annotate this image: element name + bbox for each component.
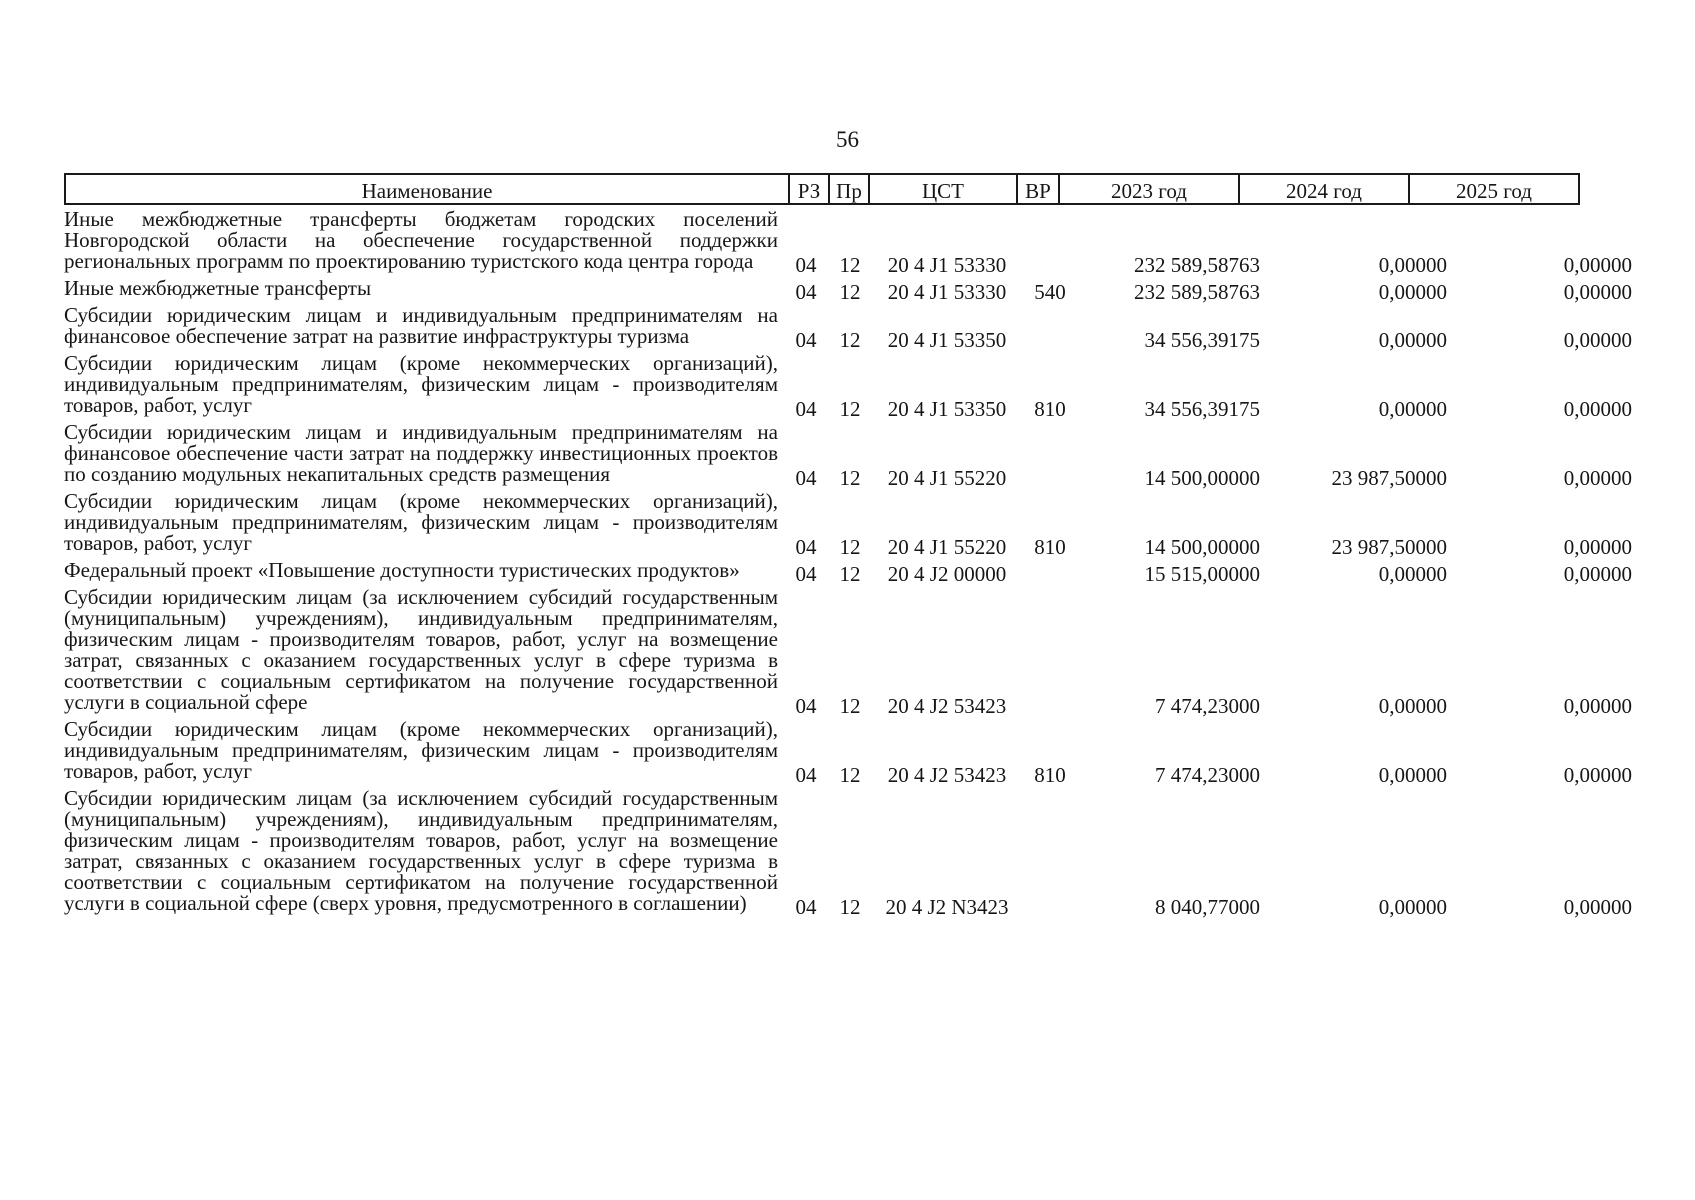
row-pr: 12 bbox=[839, 280, 861, 304]
row-2025: 0,00000 bbox=[1563, 466, 1632, 490]
row-2024: 23 987,50000 bbox=[1331, 466, 1447, 490]
row-name: Субсидии юридическим лицам и индивидуальным предпринимателям на финансовое обеспечение части затрат на поддержку инвестиционных проектов по созданию модульных некапитальных средств размещения bbox=[64, 420, 778, 486]
row-2025: 0,00000 bbox=[1563, 253, 1632, 277]
row-2023: 15 515,00000 bbox=[1144, 562, 1260, 586]
row-name: Субсидии юридическим лицам (кроме некоммерческих организаций), индивидуальным предпринимателям, физическим лицам - производителям товаров, работ, услуг bbox=[64, 717, 778, 783]
row-2023: 8 040,77000 bbox=[1155, 895, 1260, 919]
table-row bbox=[64, 276, 1644, 304]
row-2024: 0,00000 bbox=[1378, 397, 1447, 421]
row-cst: 20 4 J1 53350 bbox=[887, 328, 1007, 352]
row-2025: 0,00000 bbox=[1563, 895, 1632, 919]
row-rz: 04 bbox=[795, 397, 817, 421]
row-2023: 34 556,39175 bbox=[1144, 397, 1260, 421]
row-cst: 20 4 J2 53423 bbox=[887, 694, 1007, 718]
row-2025: 0,00000 bbox=[1563, 535, 1632, 559]
row-vr: 540 bbox=[1034, 280, 1066, 304]
row-2024: 23 987,50000 bbox=[1331, 535, 1447, 559]
header-2025: 2025 год bbox=[1408, 173, 1580, 205]
row-name: Субсидии юридическим лицам (за исключением субсидий государственным (муниципальным) учреждениям), индивидуальным предпринимателям, физическим лицам - производителям товаров, работ, услуг на возмещение затрат, связанных с оказанием государственных услуг в сфере туризма в соответствии с социальным сертификатом на получение государственной услуги в социальной сфере bbox=[64, 585, 778, 714]
row-cst: 20 4 J2 53423 bbox=[887, 763, 1007, 787]
table-body bbox=[64, 209, 1644, 920]
table-row bbox=[64, 585, 1644, 718]
row-2023: 14 500,00000 bbox=[1144, 466, 1260, 490]
row-rz: 04 bbox=[795, 535, 817, 559]
row-2024: 0,00000 bbox=[1378, 895, 1447, 919]
row-name: Субсидии юридическим лицам (кроме некоммерческих организаций), индивидуальным предпринимателям, физическим лицам - производителям товаров, работ, услуг bbox=[64, 489, 778, 555]
row-2025: 0,00000 bbox=[1563, 328, 1632, 352]
row-2025: 0,00000 bbox=[1563, 280, 1632, 304]
row-pr: 12 bbox=[839, 763, 861, 787]
row-cst: 20 4 J2 N3423 bbox=[885, 895, 1009, 919]
row-2024: 0,00000 bbox=[1378, 694, 1447, 718]
table-row bbox=[64, 786, 1644, 919]
row-pr: 12 bbox=[839, 694, 861, 718]
row-2023: 34 556,39175 bbox=[1144, 328, 1260, 352]
row-pr: 12 bbox=[839, 253, 861, 277]
row-name: Субсидии юридическим лицам (за исключением субсидий государственным (муниципальным) учреждениям), индивидуальным предпринимателям, физическим лицам - производителям товаров, работ, услуг на возмещение затрат, связанных с оказанием государственных услуг в сфере туризма в соответствии с социальным сертификатом на получение государственной услуги в социальной сфере (сверх уровня, предусмотренного в соглашении) bbox=[64, 786, 778, 915]
header-pr: Пр bbox=[828, 173, 870, 205]
table-row bbox=[64, 489, 1644, 559]
row-pr: 12 bbox=[839, 328, 861, 352]
row-cst: 20 4 J1 53330 bbox=[887, 253, 1007, 277]
row-name: Иные межбюджетные трансферты бюджетам городских поселений Новгородской области на обеспечение государственной поддержки региональных программ по проектированию туристского кода центра города bbox=[64, 207, 778, 273]
row-2023: 7 474,23000 bbox=[1155, 763, 1260, 787]
table-row bbox=[64, 351, 1644, 421]
row-2023: 7 474,23000 bbox=[1155, 694, 1260, 718]
row-2025: 0,00000 bbox=[1563, 397, 1632, 421]
row-cst: 20 4 J1 53330 bbox=[887, 280, 1007, 304]
row-2025: 0,00000 bbox=[1563, 694, 1632, 718]
row-cst: 20 4 J1 55220 bbox=[887, 466, 1007, 490]
header-rz: РЗ bbox=[788, 173, 830, 205]
row-rz: 04 bbox=[795, 466, 817, 490]
table-header bbox=[64, 173, 1641, 207]
row-vr: 810 bbox=[1034, 535, 1066, 559]
row-pr: 12 bbox=[839, 466, 861, 490]
row-rz: 04 bbox=[795, 763, 817, 787]
row-rz: 04 bbox=[795, 895, 817, 919]
row-2025: 0,00000 bbox=[1563, 763, 1632, 787]
row-pr: 12 bbox=[839, 397, 861, 421]
header-cst: ЦСТ bbox=[868, 173, 1018, 205]
header-2024: 2024 год bbox=[1238, 173, 1410, 205]
row-name: Федеральный проект «Повышение доступности туристических продуктов» bbox=[64, 558, 740, 582]
row-rz: 04 bbox=[795, 328, 817, 352]
row-cst: 20 4 J1 53350 bbox=[887, 397, 1007, 421]
row-rz: 04 bbox=[795, 280, 817, 304]
row-2024: 0,00000 bbox=[1378, 280, 1447, 304]
row-pr: 12 bbox=[839, 535, 861, 559]
header-vr: ВР bbox=[1016, 173, 1060, 205]
table-row bbox=[64, 303, 1644, 352]
header-name: Наименование bbox=[64, 173, 790, 205]
row-2025: 0,00000 bbox=[1563, 562, 1632, 586]
row-rz: 04 bbox=[795, 562, 817, 586]
row-rz: 04 bbox=[795, 253, 817, 277]
row-vr: 810 bbox=[1034, 397, 1066, 421]
row-cst: 20 4 J1 55220 bbox=[887, 535, 1007, 559]
row-2023: 232 589,58763 bbox=[1134, 280, 1260, 304]
table-row bbox=[64, 420, 1644, 490]
row-2023: 14 500,00000 bbox=[1144, 535, 1260, 559]
row-name: Субсидии юридическим лицам и индивидуальным предпринимателям на финансовое обеспечение затрат на развитие инфраструктуры туризма bbox=[64, 303, 778, 348]
row-2024: 0,00000 bbox=[1378, 328, 1447, 352]
row-cst: 20 4 J2 00000 bbox=[887, 562, 1007, 586]
row-name: Субсидии юридическим лицам (кроме некоммерческих организаций), индивидуальным предпринимателям, физическим лицам - производителям товаров, работ, услуг bbox=[64, 351, 778, 417]
table-row bbox=[64, 207, 1644, 277]
row-2024: 0,00000 bbox=[1378, 763, 1447, 787]
row-pr: 12 bbox=[839, 895, 861, 919]
table-row bbox=[64, 717, 1644, 787]
row-name: Иные межбюджетные трансферты bbox=[64, 276, 372, 300]
row-pr: 12 bbox=[839, 562, 861, 586]
page-number: 56 bbox=[836, 127, 859, 152]
row-2024: 0,00000 bbox=[1378, 253, 1447, 277]
header-2023: 2023 год bbox=[1058, 173, 1240, 205]
row-2024: 0,00000 bbox=[1378, 562, 1447, 586]
row-2023: 232 589,58763 bbox=[1134, 253, 1260, 277]
row-rz: 04 bbox=[795, 694, 817, 718]
table-row bbox=[64, 558, 1644, 586]
row-vr: 810 bbox=[1034, 763, 1066, 787]
